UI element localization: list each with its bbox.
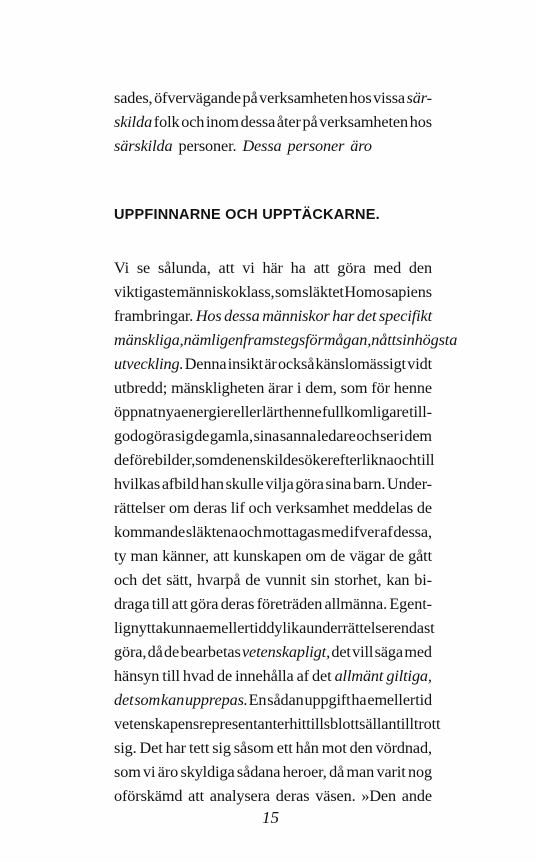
word: sina [253,427,280,445]
word: nått [371,331,397,349]
word: tett [188,739,210,757]
text-line [114,448,435,472]
word: det [114,691,134,709]
text-line [114,280,432,304]
text-line [114,400,432,424]
word: med [404,643,432,661]
word: människoklass, [176,283,275,301]
word: sådana [236,763,281,781]
word: kan [386,571,410,589]
word: sällan [359,715,397,733]
word: draga [114,595,150,613]
word: det [141,571,162,589]
word: känslomässigt [315,355,406,373]
word: hån [295,739,319,757]
word: skilda [114,113,153,131]
word: verksamheten [319,113,408,131]
word: Det [139,739,163,757]
word: att [171,595,188,613]
word: dessa [224,307,260,325]
word: sig. [114,739,137,757]
word: göra [189,595,219,613]
word: åter [276,113,301,131]
word: af [380,523,393,541]
word: innehålla [235,667,294,685]
word: har [165,739,186,757]
word: insikt [227,355,264,373]
word: vissa [373,89,406,107]
word: af [296,667,310,685]
word: utbredd; [114,379,168,397]
word: deras [193,499,227,517]
word: lig [114,619,131,637]
word: vetenskapens [114,715,200,733]
word: de [114,451,130,469]
word: emellertid [201,619,267,637]
word: hittills [289,715,330,733]
word: att [188,787,205,805]
word: eller [233,403,262,421]
word: ett [276,739,293,757]
word: nämligen [183,331,244,349]
word: vunnit [265,571,306,589]
word: säga [374,643,404,661]
word: de [194,427,210,445]
word: att [218,259,235,277]
word: sig [212,739,231,757]
word: deras [220,595,255,613]
word: den [221,451,245,469]
word: utveckling. [114,355,184,373]
body-paragraph [114,256,458,808]
word: företräden [256,595,323,613]
word: allmänna. [324,595,388,613]
word: särskilda [114,137,173,155]
text-line [114,688,432,712]
word: personer [287,137,345,155]
word: väsen. [315,787,356,805]
word: söker [298,451,333,469]
word: med [321,523,349,541]
text-line [114,760,432,784]
word: dessa, [393,523,432,541]
word: Denna [184,355,227,373]
word: kunna [162,619,202,637]
text-line [114,328,458,352]
word: göra [295,475,324,493]
word: giltiga, [386,667,432,685]
word: sådan [267,691,304,709]
word: de [416,499,432,517]
text-line [114,544,432,568]
word: lif [230,499,245,517]
word: dylika [266,619,307,637]
text-line [114,592,432,616]
word: och [393,451,417,469]
word: emellertid [367,691,432,709]
word: sär- [406,89,432,107]
word: också [277,355,315,373]
word: dem [404,427,432,445]
word: ande [401,787,432,805]
word: kommande [114,523,186,541]
word: bi- [414,571,432,589]
word: mot [321,739,347,757]
word: sin [310,571,330,589]
word: man [346,763,375,781]
word: till- [409,403,432,421]
word: förebilder, [129,451,196,469]
word: vi [143,763,156,781]
word: folk [153,113,180,131]
word: uppgift [304,691,351,709]
word: på [242,89,258,107]
text-line [114,110,432,134]
word: om [305,547,327,565]
word: och [238,523,262,541]
word: mottagas [262,523,321,541]
word: ifver [349,523,380,541]
word: gått [408,547,432,565]
word: den [349,739,373,757]
word: har [332,307,355,325]
word: verksamhet [275,499,350,517]
text-line [114,134,432,158]
word: kunskapen [233,547,302,565]
word: Vi [114,259,130,277]
word: skulle [225,475,264,493]
word: och [181,113,205,131]
text-line [114,640,432,664]
word: specifikt [378,307,432,325]
word: till [416,451,435,469]
word: han [200,475,224,493]
word: hänsyn [114,667,160,685]
word: ledare [316,427,356,445]
word: de [330,547,346,565]
word: ser [380,427,399,445]
word: mänskligheten [171,379,265,397]
word: i [296,379,302,397]
word: och [114,571,138,589]
word: inom [206,113,239,131]
word: ha [351,691,367,709]
word: till [151,595,170,613]
word: göra, [114,643,147,661]
text-line [114,304,432,328]
word: med [373,259,402,277]
word: känner, [162,547,209,565]
word: högsta [414,331,458,349]
word: som [195,451,222,469]
word: vi [242,259,255,277]
word: här [262,259,283,277]
word: då [329,763,345,781]
word: Under- [387,475,432,493]
text-line [114,256,432,280]
word: som [114,763,141,781]
word: vördnad, [375,739,432,757]
word: som [134,691,161,709]
word: släktena [185,523,239,541]
word: är [264,355,277,373]
word: Homo [344,283,385,301]
text-line [114,712,441,736]
word: kan [161,691,185,709]
word: att [213,547,229,565]
word: henne [393,379,432,397]
word: dessa [240,113,276,131]
word: släktet [302,283,344,301]
word: se [136,259,151,277]
text-line [114,784,432,808]
word: vidt [407,355,432,373]
word: den [408,259,432,277]
text-line [114,664,432,688]
word: barn. [352,475,386,493]
word: sig [174,427,194,445]
word: upprepas. [184,691,248,709]
word: endast [393,619,435,637]
word: för [371,379,390,397]
text-line [114,736,432,760]
word: underrättelser [306,619,394,637]
word: sanna [279,427,317,445]
word: tilltrott [396,715,441,733]
word: sina [325,475,352,493]
word: hos [409,113,432,131]
word: det [331,643,351,661]
word: att [313,259,330,277]
word: i [399,427,404,445]
word: afbild [161,475,199,493]
text-line [114,86,432,110]
word: viktigaste [114,283,176,301]
word: och [356,427,380,445]
word: öppnat [114,403,158,421]
word: framstegsförmågan, [243,331,372,349]
text-line [114,616,435,640]
word: vill [352,643,374,661]
word: personer. [178,137,237,155]
word: sin [396,331,415,349]
word: frambringar. [114,307,194,325]
word: äro [157,763,179,781]
word: hos [349,89,372,107]
word: blott [329,715,360,733]
text-line [114,496,432,520]
word: verksamheten [259,89,348,107]
word: »Den [361,787,396,805]
word: de [164,643,180,661]
word: som [340,379,368,397]
word: ärar [268,379,293,397]
word: och [248,499,272,517]
word: vetenskapligt, [241,643,331,661]
word: sålunda, [157,259,211,277]
word: representanter [199,715,290,733]
word: En [248,691,267,709]
word: nya [157,403,181,421]
word: det [356,307,377,325]
word: fullkomligare [321,403,409,421]
word: ha [290,259,306,277]
word: de [388,547,404,565]
word: öfvervägande [154,89,241,107]
word: deras [275,787,310,805]
word: storhet, [334,571,382,589]
word: varit [376,763,406,781]
word: hvarpå [197,571,241,589]
word: vägar [349,547,385,565]
word: dem, [305,379,337,397]
word: sades, [114,89,153,107]
text-line [114,352,432,376]
word: henne [283,403,322,421]
word: som [275,283,302,301]
page-number: 15 [262,808,279,827]
word: enskilde [244,451,299,469]
word: hvilkas [114,475,161,493]
word: Hos [195,307,222,325]
word: till [162,667,180,685]
word: bearbetas [180,643,241,661]
word: vilja [265,475,294,493]
word: sätt, [166,571,193,589]
word: då [147,643,163,661]
word: lärt [262,403,284,421]
word: analysera [209,787,271,805]
word: allmänt [334,667,384,685]
word: meddelas [352,499,414,517]
word: det [312,667,332,685]
word: heroer, [282,763,327,781]
word: såsom [233,739,274,757]
word: nog [407,763,432,781]
word: gamla, [209,427,253,445]
word: de [217,667,233,685]
word: sapiens [385,283,432,301]
word: göra [337,259,366,277]
word: de [245,571,261,589]
word: äro [350,137,372,155]
text-line [114,520,432,544]
word: man [130,547,159,565]
text-line [114,472,432,496]
word: mänskliga, [114,331,184,349]
text-line [114,376,432,400]
word: ty [114,547,127,565]
word: människor [262,307,330,325]
word: Egent- [389,595,432,613]
text-line [114,568,432,592]
chapter-heading: UPPFINNARNE OCH UPPTÄCKARNE. [114,207,380,223]
text-line [114,424,432,448]
word: hvad [182,667,214,685]
word: efterlikna [332,451,394,469]
continued-paragraph [114,86,432,158]
word: skyldiga [180,763,235,781]
word: oförskämd [114,787,183,805]
word: Dessa [242,137,282,155]
word: på [302,113,318,131]
word: rättelser [114,499,166,517]
word: godogöra [114,427,175,445]
word: energier [181,403,234,421]
word: om [169,499,190,517]
word: nytta [130,619,163,637]
